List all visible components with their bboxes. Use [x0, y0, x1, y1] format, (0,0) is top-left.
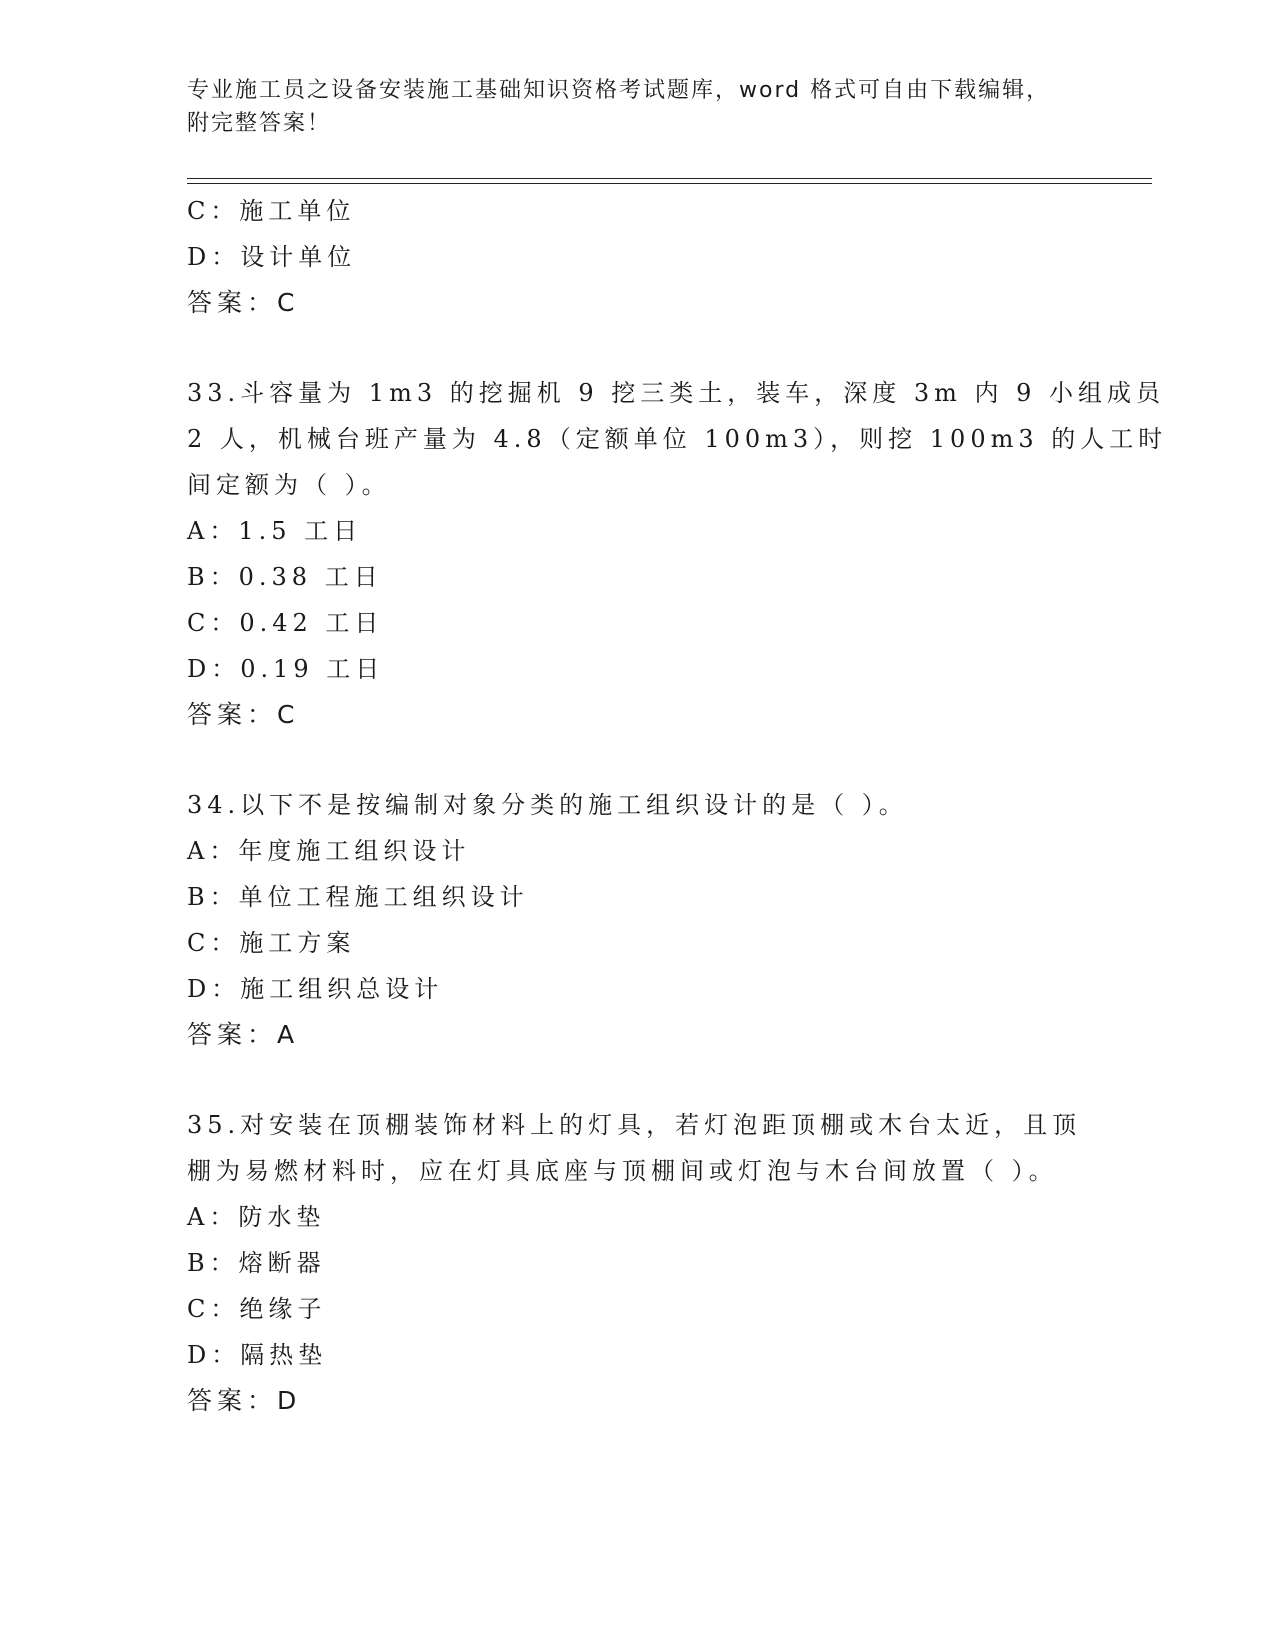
answer-line: 答案：C: [187, 700, 300, 729]
option-d: D：0.19 工日: [187, 655, 385, 683]
option-a: A：年度施工组织设计: [187, 837, 471, 865]
question-text-line: 2 人，机械台班产量为 4.8（定额单位 100m3），则挖 100m3 的人工时: [187, 425, 1168, 453]
document-header: [187, 74, 1067, 140]
question-33: [187, 370, 1168, 738]
header-divider-top: [187, 178, 1152, 179]
answer-line: 答案：D: [187, 1386, 302, 1415]
option-c: C：绝缘子: [187, 1295, 327, 1323]
question-text-line: 棚为易燃材料时，应在灯具底座与顶棚间或灯泡与木台间放置（ ）。: [187, 1157, 1058, 1185]
option-d: D：设计单位: [187, 243, 357, 271]
header-divider-bottom: [187, 183, 1152, 184]
answer-line: 答案：C: [187, 288, 300, 317]
option-d: D：隔热垫: [187, 1341, 328, 1369]
question-32-continued: [187, 188, 1087, 326]
option-b: B：单位工程施工组织设计: [187, 883, 529, 911]
header-line-1: 专业施工员之设备安装施工基础知识资格考试题库，word 格式可自由下载编辑，: [187, 78, 1051, 103]
option-a: A：防水垫: [187, 1203, 326, 1231]
option-c: C：0.42 工日: [187, 609, 384, 637]
option-b: B：熔断器: [187, 1249, 326, 1277]
option-d: D：施工组织总设计: [187, 975, 444, 1003]
question-34: [187, 782, 1087, 1058]
option-b: B：0.38 工日: [187, 563, 383, 591]
question-text-line: 33.斗容量为 1m3 的挖掘机 9 挖三类土，装车，深度 3m 内 9 小组成员: [187, 379, 1166, 407]
question-list: [187, 188, 1168, 1424]
question-35: [187, 1102, 1087, 1424]
option-a: A：1.5 工日: [187, 517, 363, 545]
question-text-line: 34.以下不是按编制对象分类的施工组织设计的是（ ）。: [187, 791, 908, 819]
option-c: C：施工单位: [187, 197, 356, 225]
option-c: C：施工方案: [187, 929, 356, 957]
question-text-line: 35.对安装在顶棚装饰材料上的灯具，若灯泡距顶棚或木台太近，且顶: [187, 1111, 1082, 1139]
answer-line: 答案：A: [187, 1020, 300, 1049]
header-line-2: 附完整答案！: [187, 111, 332, 136]
question-text-line: 间定额为（ ）。: [187, 471, 391, 499]
